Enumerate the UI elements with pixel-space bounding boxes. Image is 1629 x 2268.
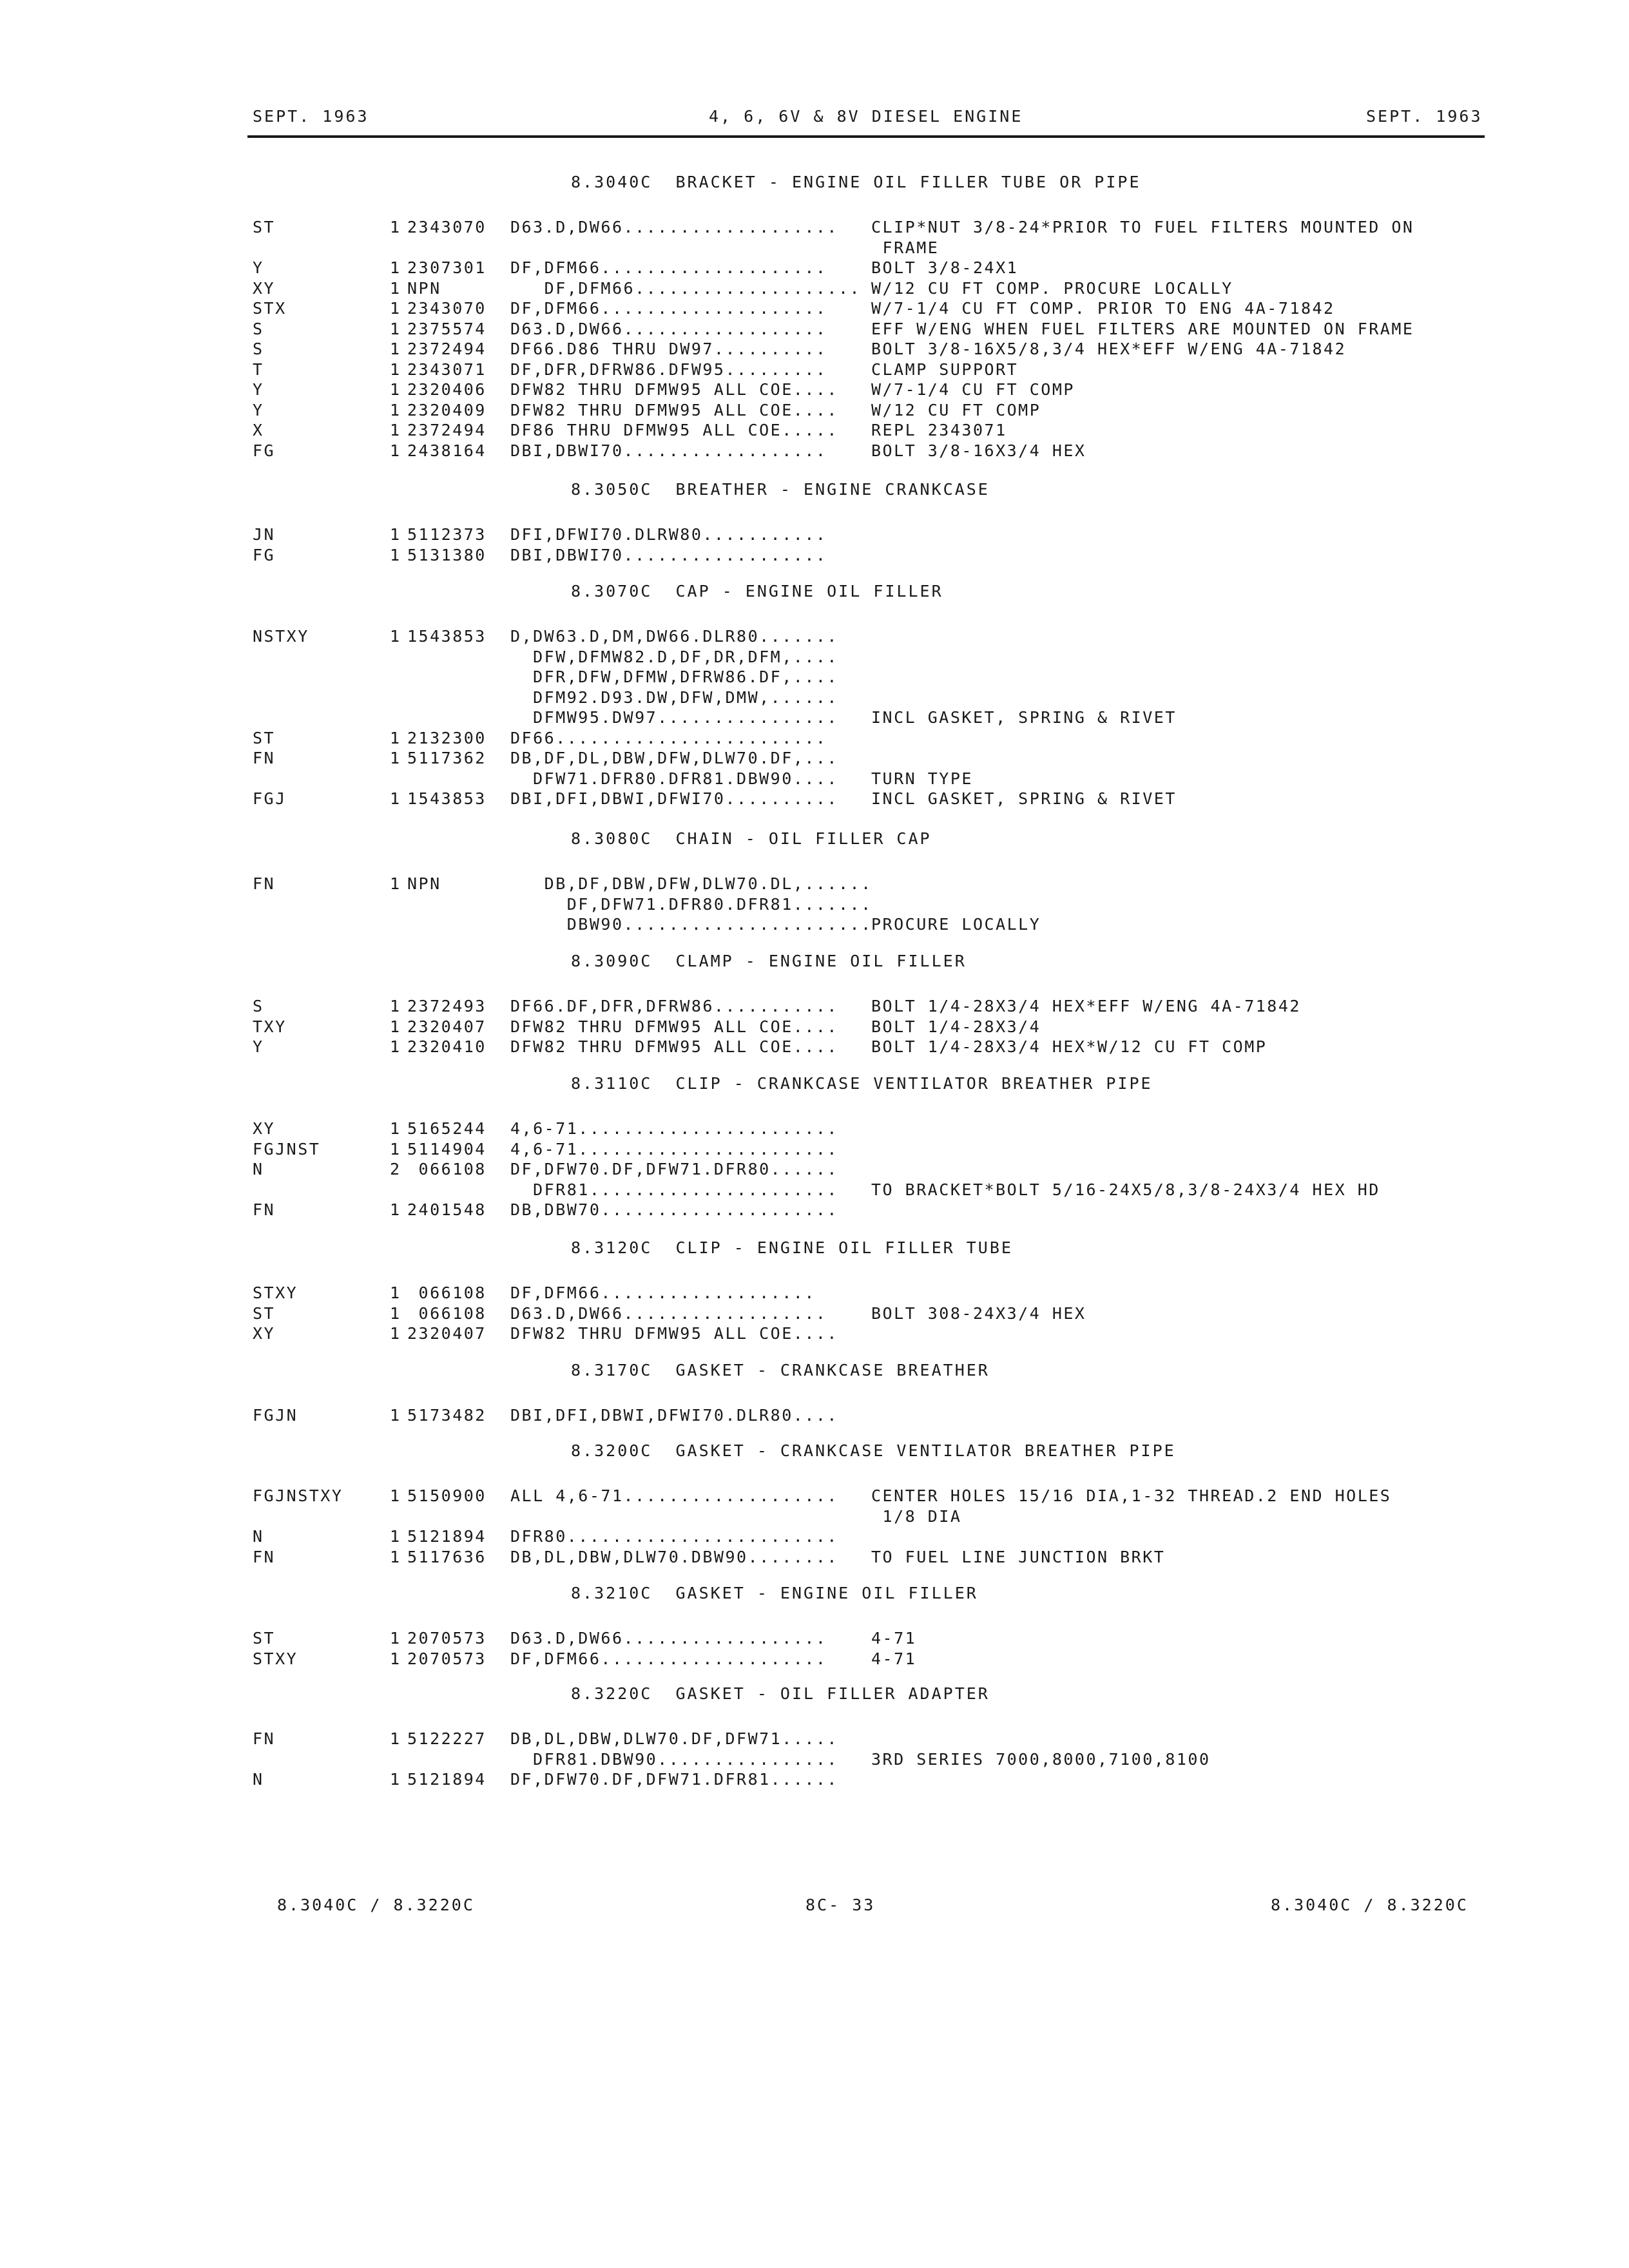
remarks: FRAME	[871, 238, 940, 257]
applicability-code: FN	[253, 749, 276, 767]
header-title: 4, 6, 6V & 8V DIESEL ENGINE	[709, 107, 1023, 126]
applicability-code: Y	[253, 400, 264, 419]
quantity: 1	[390, 728, 401, 747]
applicability-code: XY	[253, 1324, 276, 1343]
applicability-code: S	[253, 340, 264, 358]
part-number: 2070573	[407, 1649, 487, 1668]
quantity: 1	[390, 1200, 401, 1219]
model-usage: DFW82 THRU DFMW95 ALL COE....	[510, 1017, 838, 1036]
quantity: 1	[390, 1649, 401, 1668]
model-usage: DF66.D86 THRU DW97..........	[510, 340, 827, 358]
part-number: 2320410	[407, 1037, 487, 1056]
part-number: 2307301	[407, 258, 487, 277]
part-number: 5173482	[407, 1406, 487, 1425]
model-usage: DB,DF,DBW,DFW,DLW70.DL,......	[510, 874, 872, 893]
model-usage: DF,DFM66...................	[510, 1283, 816, 1302]
model-usage: DFW,DFMW82.D,DF,DR,DFM,....	[510, 647, 838, 666]
remarks: 4-71	[871, 1649, 917, 1668]
part-number: 2343070	[407, 299, 487, 318]
quantity: 1	[390, 525, 401, 544]
model-usage: DFW82 THRU DFMW95 ALL COE....	[510, 400, 838, 419]
quantity: 2	[390, 1160, 401, 1178]
model-usage: DF66........................	[510, 728, 827, 747]
model-usage: DBI,DBWI70..................	[510, 545, 827, 564]
part-number: 2070573	[407, 1629, 487, 1648]
part-number: 2320407	[407, 1017, 487, 1036]
remarks: BOLT 3/8-24X1	[871, 258, 1019, 277]
model-usage: DFR81.DBW90................	[510, 1749, 838, 1769]
part-number: 066108	[407, 1303, 487, 1323]
model-usage: DFR81......................	[510, 1180, 838, 1199]
applicability-code: FN	[253, 1200, 276, 1219]
part-number: 2343071	[407, 360, 487, 379]
quantity: 1	[390, 1406, 401, 1425]
quantity: 1	[390, 319, 401, 338]
model-usage: DF,DFM66....................	[510, 258, 827, 277]
section-title: 8.3170C GASKET - CRANKCASE BREATHER	[571, 1361, 990, 1379]
quantity: 1	[390, 1283, 401, 1302]
remarks: CENTER HOLES 15/16 DIA,1-32 THREAD.2 END HOLES	[871, 1486, 1392, 1505]
part-number: 2320406	[407, 380, 487, 399]
quantity: 1	[390, 874, 401, 893]
model-usage: DF,DFW70.DF,DFW71.DFR80......	[510, 1160, 838, 1178]
quantity: 1	[390, 997, 401, 1015]
remarks: CLIP*NUT 3/8-24*PRIOR TO FUEL FILTERS MOUNTED ON	[871, 218, 1414, 236]
section-title: 8.3200C GASKET - CRANKCASE VENTILATOR BREATHER PIPE	[571, 1441, 1176, 1460]
remarks: TO FUEL LINE JUNCTION BRKT	[871, 1547, 1166, 1566]
part-number: 2372494	[407, 340, 487, 358]
remarks: BOLT 1/4-28X3/4	[871, 1017, 1041, 1036]
model-usage: DFW82 THRU DFMW95 ALL COE....	[510, 1037, 838, 1056]
model-usage: DF,DFW70.DF,DFW71.DFR81......	[510, 1770, 838, 1789]
model-usage: DFW82 THRU DFMW95 ALL COE....	[510, 1324, 838, 1343]
remarks: REPL 2343071	[871, 421, 1007, 439]
part-number: 066108	[407, 1160, 487, 1178]
applicability-code: FN	[253, 1729, 276, 1748]
quantity: 1	[390, 421, 401, 439]
part-number: 2372493	[407, 997, 487, 1015]
header-date-left: SEPT. 1963	[253, 107, 369, 126]
part-number: 5122227	[407, 1729, 487, 1748]
remarks: 4-71	[871, 1629, 917, 1648]
remarks: BOLT 3/8-16X3/4 HEX	[871, 441, 1086, 460]
applicability-code: N	[253, 1527, 264, 1546]
part-number: 2375574	[407, 319, 487, 338]
model-usage: D63.D,DW66..................	[510, 1303, 827, 1323]
quantity: 1	[390, 380, 401, 399]
remarks: INCL GASKET, SPRING & RIVET	[871, 708, 1177, 727]
quantity: 1	[390, 1139, 401, 1158]
applicability-code: STXY	[253, 1649, 298, 1668]
part-number: 5150900	[407, 1486, 487, 1505]
footer-range-right: 8.3040C / 8.3220C	[1271, 1896, 1469, 1914]
remarks: BOLT 1/4-28X3/4 HEX*EFF W/ENG 4A-71842	[871, 997, 1301, 1015]
applicability-code: FGJ	[253, 789, 287, 808]
model-usage: DFW71.DFR80.DFR81.DBW90....	[510, 769, 838, 788]
applicability-code: T	[253, 360, 264, 379]
remarks: TURN TYPE	[871, 769, 973, 788]
model-usage: DF,DFM66....................	[510, 278, 862, 298]
applicability-code: S	[253, 319, 264, 338]
model-usage: DF,DFR,DFRW86.DFW95.........	[510, 360, 827, 379]
model-usage: DFR,DFW,DFMW,DFRW86.DF,....	[510, 668, 838, 686]
section-title: 8.3220C GASKET - OIL FILLER ADAPTER	[571, 1684, 990, 1703]
applicability-code: XY	[253, 278, 276, 298]
footer-range-left: 8.3040C / 8.3220C	[277, 1896, 475, 1914]
part-number: 1543853	[407, 627, 487, 646]
model-usage: DFMW95.DW97................	[510, 708, 838, 727]
applicability-code: FGJNSTXY	[253, 1486, 343, 1505]
quantity: 1	[390, 1303, 401, 1323]
part-number: 5112373	[407, 525, 487, 544]
applicability-code: FN	[253, 874, 276, 893]
applicability-code: ST	[253, 1629, 276, 1648]
applicability-code: Y	[253, 380, 264, 399]
part-number: 2372494	[407, 421, 487, 439]
applicability-code: N	[253, 1160, 264, 1178]
model-usage: DB,DL,DBW,DLW70.DF,DFW71.....	[510, 1729, 838, 1748]
quantity: 1	[390, 441, 401, 460]
applicability-code: FGJNST	[253, 1139, 321, 1158]
applicability-code: FG	[253, 441, 276, 460]
quantity: 1	[390, 1017, 401, 1036]
model-usage: DB,DL,DBW,DLW70.DBW90........	[510, 1547, 838, 1566]
part-number: 2438164	[407, 441, 487, 460]
applicability-code: ST	[253, 1303, 276, 1323]
remarks: 3RD SERIES 7000,8000,7100,8100	[871, 1749, 1211, 1769]
model-usage: DF,DFM66....................	[510, 1649, 827, 1668]
model-usage: DBI,DFI,DBWI,DFWI70.DLR80....	[510, 1406, 838, 1425]
part-number: 5114904	[407, 1139, 487, 1158]
section-title: 8.3050C BREATHER - ENGINE CRANKCASE	[571, 480, 990, 499]
part-number: 1543853	[407, 789, 487, 808]
quantity: 1	[390, 1324, 401, 1343]
applicability-code: Y	[253, 258, 264, 277]
page-number: 8C- 33	[805, 1896, 876, 1914]
applicability-code: N	[253, 1770, 264, 1789]
quantity: 1	[390, 360, 401, 379]
model-usage: DBI,DFI,DBWI,DFWI70..........	[510, 789, 838, 808]
part-number: 2343070	[407, 218, 487, 236]
remarks: CLAMP SUPPORT	[871, 360, 1019, 379]
section-title: 8.3090C CLAMP - ENGINE OIL FILLER	[571, 952, 967, 970]
remarks: INCL GASKET, SPRING & RIVET	[871, 789, 1177, 808]
section-title: 8.3070C CAP - ENGINE OIL FILLER	[571, 582, 943, 601]
remarks: 1/8 DIA	[871, 1506, 962, 1526]
remarks: W/12 CU FT COMP	[871, 400, 1041, 419]
model-usage: DFW82 THRU DFMW95 ALL COE....	[510, 380, 838, 399]
header-date-right: SEPT. 1963	[1366, 107, 1483, 126]
quantity: 1	[390, 299, 401, 318]
applicability-code: STXY	[253, 1283, 298, 1302]
model-usage: D63.D,DW66..................	[510, 319, 827, 338]
quantity: 1	[390, 400, 401, 419]
part-number: 5117636	[407, 1547, 487, 1566]
model-usage: DB,DBW70.....................	[510, 1200, 838, 1219]
quantity: 1	[390, 340, 401, 358]
remarks: PROCURE LOCALLY	[871, 915, 1041, 934]
model-usage: DF,DFW71.DFR80.DFR81.......	[510, 894, 872, 914]
model-usage: DFI,DFWI70.DLRW80...........	[510, 525, 827, 544]
model-usage: ALL 4,6-71...................	[510, 1486, 838, 1505]
section-title: 8.3080C CHAIN - OIL FILLER CAP	[571, 829, 932, 848]
remarks: BOLT 1/4-28X3/4 HEX*W/12 CU FT COMP	[871, 1037, 1268, 1056]
header-rule	[247, 135, 1485, 138]
quantity: 1	[390, 789, 401, 808]
quantity: 1	[390, 258, 401, 277]
model-usage: D,DW63.D,DM,DW66.DLR80.......	[510, 627, 838, 646]
model-usage: D63.D,DW66..................	[510, 1629, 827, 1648]
quantity: 1	[390, 1486, 401, 1505]
model-usage: DBW90......................	[510, 915, 872, 934]
applicability-code: STX	[253, 299, 287, 318]
part-number: 066108	[407, 1283, 487, 1302]
quantity: 1	[390, 1037, 401, 1056]
quantity: 1	[390, 1119, 401, 1138]
applicability-code: JN	[253, 525, 276, 544]
section-title: 8.3120C CLIP - ENGINE OIL FILLER TUBE	[571, 1238, 1013, 1257]
part-number: 5117362	[407, 749, 487, 767]
part-number: 2401548	[407, 1200, 487, 1219]
quantity: 1	[390, 1547, 401, 1566]
remarks: BOLT 3/8-16X5/8,3/4 HEX*EFF W/ENG 4A-71842	[871, 340, 1347, 358]
quantity: 1	[390, 1527, 401, 1546]
quantity: 1	[390, 627, 401, 646]
part-number: 5121894	[407, 1770, 487, 1789]
part-number: 2320409	[407, 400, 487, 419]
quantity: 1	[390, 1729, 401, 1748]
applicability-code: TXY	[253, 1017, 287, 1036]
remarks: W/7-1/4 CU FT COMP	[871, 380, 1075, 399]
remarks: BOLT 308-24X3/4 HEX	[871, 1303, 1086, 1323]
model-usage: 4,6-71.......................	[510, 1139, 838, 1158]
model-usage: 4,6-71.......................	[510, 1119, 838, 1138]
model-usage: DF66.DF,DFR,DFRW86...........	[510, 997, 838, 1015]
remarks: W/7-1/4 CU FT COMP. PRIOR TO ENG 4A-71842	[871, 299, 1335, 318]
applicability-code: ST	[253, 218, 276, 236]
part-number: 5165244	[407, 1119, 487, 1138]
applicability-code: ST	[253, 728, 276, 747]
applicability-code: NSTXY	[253, 627, 309, 646]
model-usage: DF,DFM66....................	[510, 299, 827, 318]
section-title: 8.3110C CLIP - CRANKCASE VENTILATOR BREATHER PIPE	[571, 1074, 1153, 1093]
part-number: 2320407	[407, 1324, 487, 1343]
part-number: 2132300	[407, 728, 487, 747]
remarks: EFF W/ENG WHEN FUEL FILTERS ARE MOUNTED ON FRAME	[871, 319, 1414, 338]
quantity: 1	[390, 749, 401, 767]
quantity: 1	[390, 1770, 401, 1789]
quantity: 1	[390, 1629, 401, 1648]
applicability-code: XY	[253, 1119, 276, 1138]
model-usage: DBI,DBWI70..................	[510, 441, 827, 460]
quantity: 1	[390, 218, 401, 236]
applicability-code: S	[253, 997, 264, 1015]
part-number: 5121894	[407, 1527, 487, 1546]
applicability-code: Y	[253, 1037, 264, 1056]
applicability-code: FG	[253, 545, 276, 564]
remarks: TO BRACKET*BOLT 5/16-24X5/8,3/8-24X3/4 HEX HD	[871, 1180, 1380, 1199]
model-usage: DB,DF,DL,DBW,DFW,DLW70.DF,...	[510, 749, 838, 767]
applicability-code: FN	[253, 1547, 276, 1566]
remarks: W/12 CU FT COMP. PROCURE LOCALLY	[871, 278, 1233, 298]
model-usage: D63.D,DW66...................	[510, 218, 838, 236]
section-title: 8.3040C BRACKET - ENGINE OIL FILLER TUBE OR PIPE	[571, 173, 1141, 191]
quantity: 1	[390, 278, 401, 298]
part-number: NPN	[407, 278, 441, 298]
model-usage: DF86 THRU DFMW95 ALL COE.....	[510, 421, 838, 439]
model-usage: DFR80........................	[510, 1527, 838, 1546]
applicability-code: FGJN	[253, 1406, 298, 1425]
quantity: 1	[390, 545, 401, 564]
model-usage: DFM92.D93.DW,DFW,DMW,......	[510, 687, 838, 707]
part-number: NPN	[407, 874, 441, 893]
applicability-code: X	[253, 421, 264, 439]
part-number: 5131380	[407, 545, 487, 564]
section-title: 8.3210C GASKET - ENGINE OIL FILLER	[571, 1584, 978, 1602]
